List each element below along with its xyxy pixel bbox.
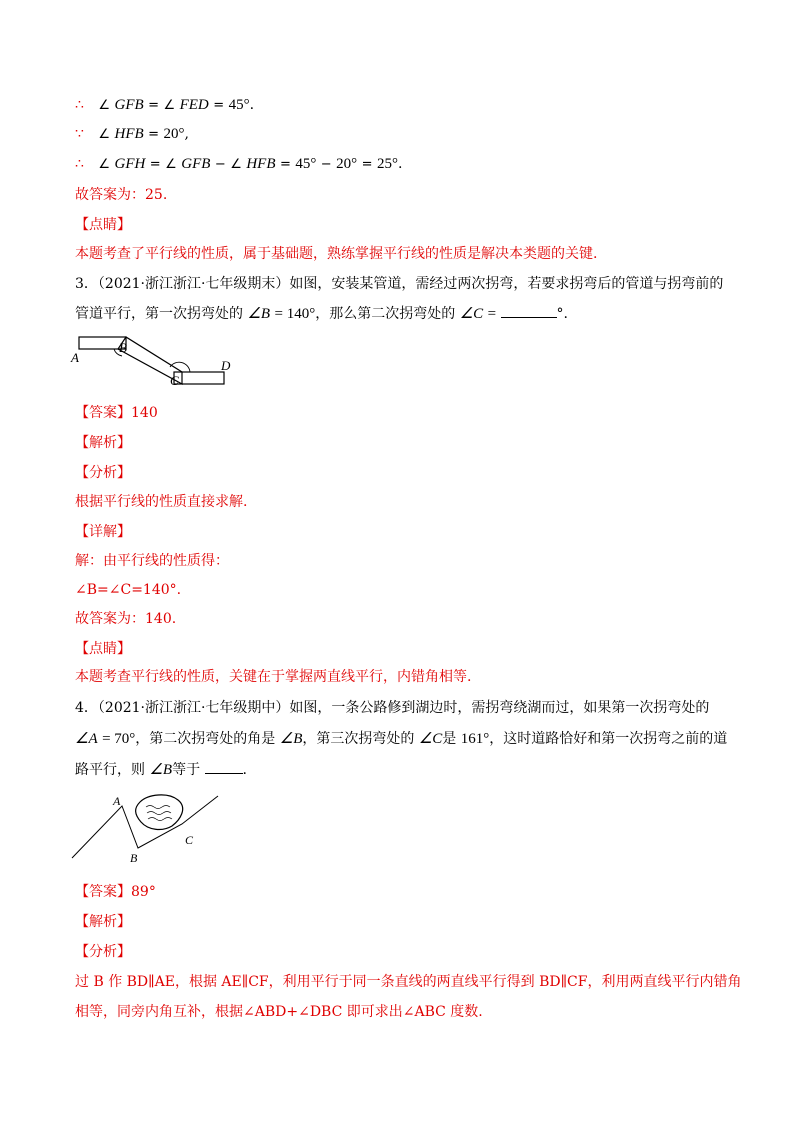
road-figure xyxy=(68,790,228,868)
q2-comment-label: 【点睛】 xyxy=(75,217,131,233)
q4-analysis-label: 【解析】 xyxy=(75,914,131,930)
q3-analysis-label: 【解析】 xyxy=(75,435,131,451)
q4-stem-line-2: ∠A = 70°，第二次拐弯处的角是 ∠B，第三次拐弯处的 ∠C是 161°，这时道路恰好和第一次拐弯之前的道 xyxy=(75,731,728,747)
therefore-symbol: ∴ xyxy=(75,97,84,113)
q3-stem-line-1: 3．（2021·浙江浙江·七年级期末）如图，安装某管道，需经过两次拐弯，若要求拐弯后的管道与拐弯前的 xyxy=(75,276,724,292)
point-label-c: C xyxy=(185,833,194,847)
q2-comment: 本题考查了平行线的性质，属于基础题，熟练掌握平行线的性质是解决本类题的关键. xyxy=(75,246,598,262)
q3-fenxi-label: 【分析】 xyxy=(75,465,131,481)
pipe-figure xyxy=(70,334,240,392)
q4-fenxi-line-1: 过 B 作 BD∥AE，根据 AE∥CF，利用平行于同一条直线的两直线平行得到 BD∥CF，利用两直线平行内错角 xyxy=(75,974,742,990)
q4-stem-line-1: 4．（2021·浙江浙江·七年级期中）如图，一条公路修到湖边时，需拐弯绕湖而过，如果第一次拐弯处的 xyxy=(75,700,710,716)
point-label-d: D xyxy=(221,358,231,373)
q4-answer: 【答案】89° xyxy=(75,884,156,900)
derivation-line-1: ∴ ∠ GFB = ∠ FED = 45°. xyxy=(75,97,255,113)
q4-fenxi-label: 【分析】 xyxy=(75,944,131,960)
point-label-b: B xyxy=(130,851,138,865)
q4-fenxi-line-2: 相等，同旁内角互补，根据∠ABD+∠DBC 即可求出∠ABC 度数. xyxy=(75,1004,483,1020)
answer-blank xyxy=(501,317,557,318)
q3-fenxi: 根据平行线的性质直接求解. xyxy=(75,494,248,510)
q3-detail-label: 【详解】 xyxy=(75,524,131,540)
derivation-line-3: ∴ ∠ GFH = ∠ GFB − ∠ HFB = 45° − 20° = 25°. xyxy=(75,156,403,172)
lake-outline xyxy=(136,795,183,830)
derivation-line-2: ∵ ∠ HFB = 20°, xyxy=(75,126,189,142)
q3-detail-line-1: 解：由平行线的性质得： xyxy=(75,553,229,569)
road-path xyxy=(72,796,218,858)
point-label-a: A xyxy=(113,794,121,808)
because-symbol: ∵ xyxy=(75,126,84,142)
therefore-symbol: ∴ xyxy=(75,156,84,172)
q3-comment-label: 【点睛】 xyxy=(75,641,131,657)
point-label-a: A xyxy=(71,350,79,365)
q2-answer: 故答案为：25. xyxy=(75,187,168,203)
q4-stem-line-3: 路平行，则 ∠B等于 . xyxy=(75,762,247,778)
q3-comment: 本题考查平行线的性质，关键在于掌握两直线平行，内错角相等. xyxy=(75,669,472,685)
q3-detail-line-3: 故答案为：140. xyxy=(75,611,177,627)
point-label-b: B xyxy=(119,340,127,355)
answer-blank xyxy=(205,773,243,774)
point-label-c: C xyxy=(170,373,179,388)
q3-answer: 【答案】140 xyxy=(75,405,158,421)
q3-stem-line-2: 管道平行，第一次拐弯处的 ∠B = 140°，那么第二次拐弯处的 ∠C = °. xyxy=(75,306,568,322)
q3-detail-line-2: ∠B=∠C=140°. xyxy=(75,582,182,598)
